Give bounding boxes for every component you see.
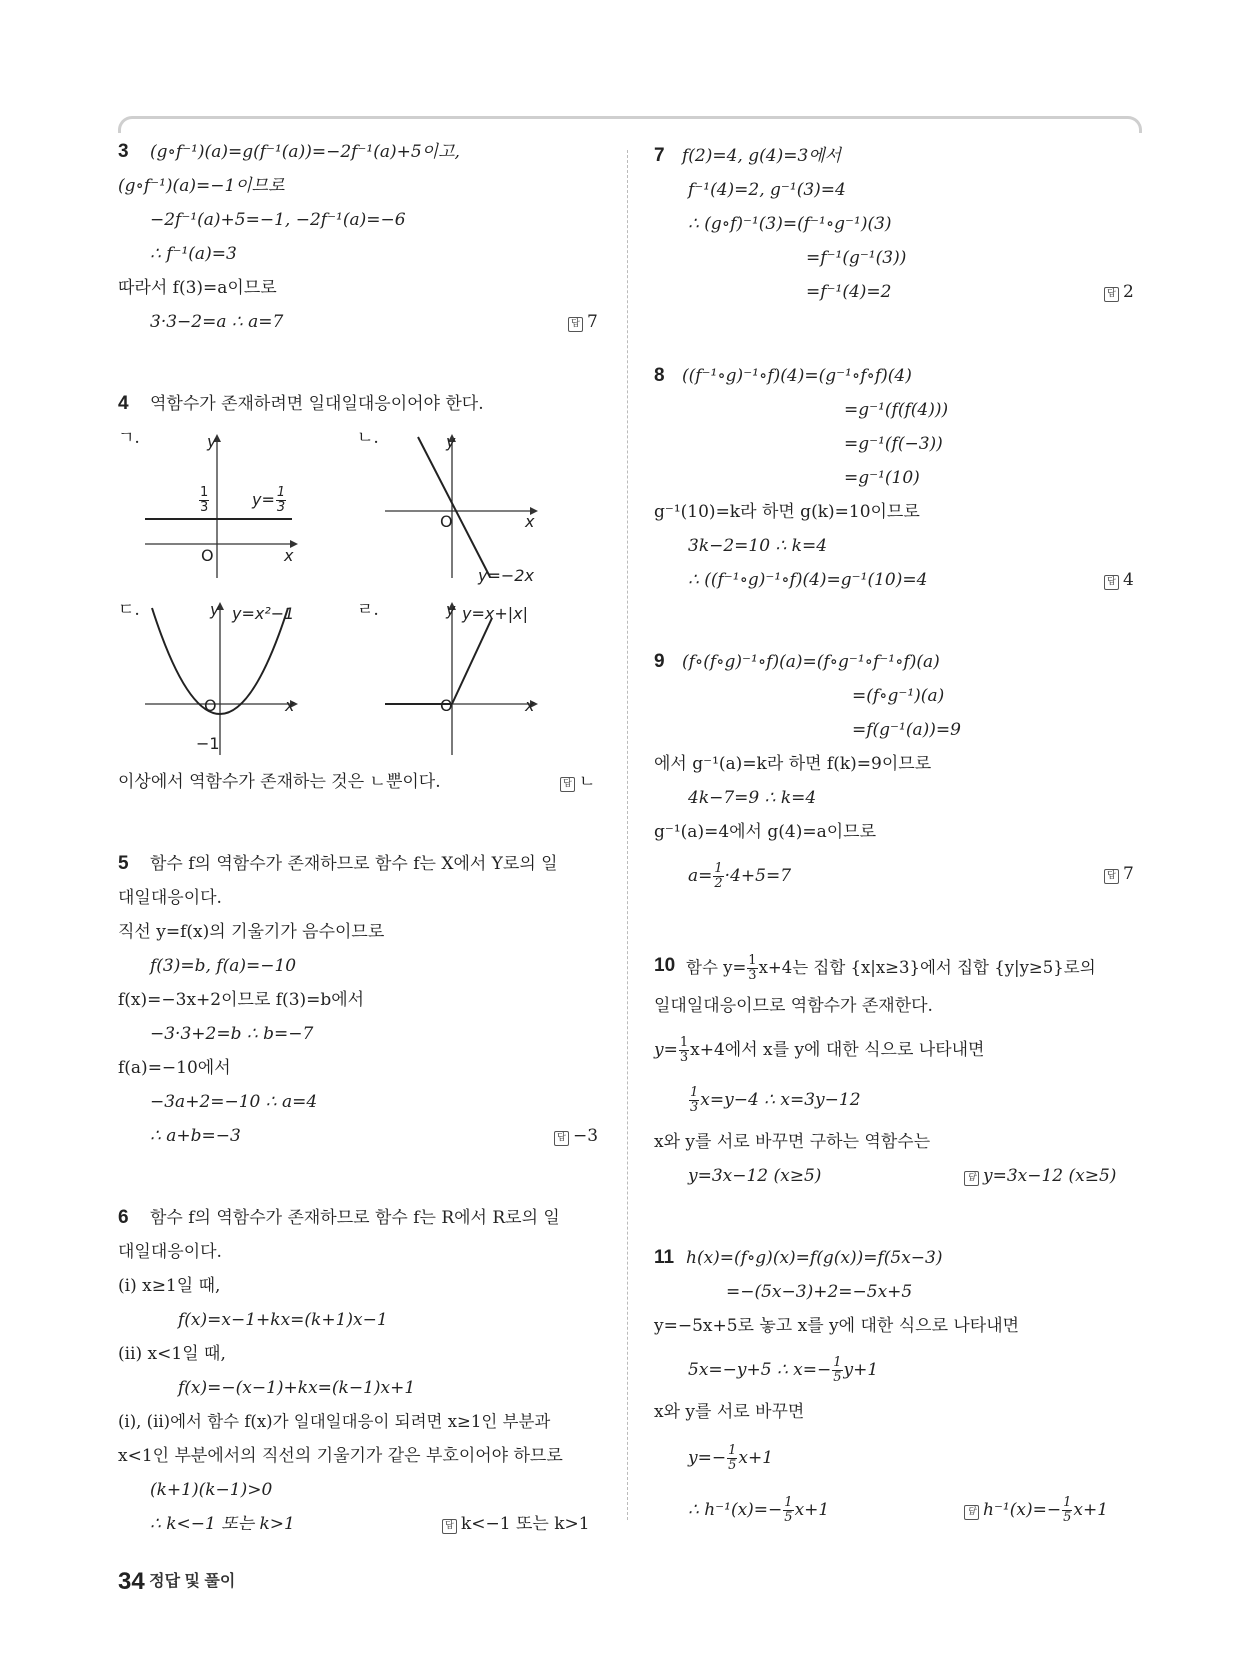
problem-3-line: 3·3−2=a ∴ a=7 xyxy=(150,312,284,332)
problem-8-line: =g⁻¹(f(f(4))) xyxy=(844,400,949,420)
x-axis-label: x xyxy=(525,696,535,715)
answer-icon: 답 xyxy=(1104,869,1119,884)
problem-6-number: 6 xyxy=(118,1207,129,1228)
problem-6-line: 함수 f의 역함수가 존재하므로 함수 f는 R에서 R로의 일 xyxy=(150,1208,560,1228)
problem-11-line: h(x)=(f∘g)(x)=f(g(x))=f(5x−3) xyxy=(686,1248,943,1268)
problem-9-line: 4k−7=9 ∴ k=4 xyxy=(688,788,817,808)
problem-5-line: −3a+2=−10 ∴ a=4 xyxy=(150,1092,318,1112)
answer-icon: 답 xyxy=(560,777,575,792)
graph-tag-b: ㄴ. xyxy=(357,428,379,448)
problem-8-line: =g⁻¹(f(−3)) xyxy=(844,434,943,454)
problem-7-number: 7 xyxy=(654,145,665,166)
problem-4-number: 4 xyxy=(118,393,129,414)
problem-8-answer: 답 4 xyxy=(1104,568,1134,592)
graph-line-y-neg-2x xyxy=(380,432,540,582)
problem-5-line: 대일대응이다. xyxy=(118,888,222,908)
graph-tag-c: ㄷ. xyxy=(118,600,140,620)
origin-label: O xyxy=(440,696,453,715)
problem-9-line: =f(g⁻¹(a))=9 xyxy=(852,720,961,740)
problem-10-line: $\frac{1}{3}$ x=y−4 ∴ x=3y−12 xyxy=(690,1085,861,1115)
problem-10-line: y=3x−12 (x≥5) xyxy=(688,1166,822,1186)
y-axis-label: y xyxy=(446,432,456,451)
problem-8-line: ∴ ((f⁻¹∘g)⁻¹∘f)(4)=g⁻¹(10)=4 xyxy=(688,570,928,590)
problem-4-line: 역함수가 존재하려면 일대일대응이어야 한다. xyxy=(150,394,484,414)
problem-3-line: −2f⁻¹(a)+5=−1, −2f⁻¹(a)=−6 xyxy=(150,210,406,230)
problem-9-answer: 답 7 xyxy=(1104,862,1134,886)
problem-5-line: −3·3+2=b ∴ b=−7 xyxy=(150,1024,314,1044)
graph-tag-d: ㄹ. xyxy=(357,600,379,620)
problem-11-answer: 답 h⁻¹(x)=− $\frac{1}{5}$ x+1 xyxy=(964,1496,1108,1525)
problem-11-line: 5x=−y+5 ∴ x=− $\frac{1}{5}$ y+1 xyxy=(688,1355,879,1385)
problem-11-line: y=− $\frac{1}{5}$ x+1 xyxy=(688,1443,774,1473)
problem-8-line: =g⁻¹(10) xyxy=(844,468,920,488)
page-number: 34 xyxy=(118,1568,145,1595)
graph-x-plus-abs-x xyxy=(380,600,540,760)
problem-7-line: ∴ (g∘f)⁻¹(3)=(f⁻¹∘g⁻¹)(3) xyxy=(688,214,892,234)
problem-10-line: 함수 y= $\frac{1}{3}$ x+4는 집합 {x|x≥3}에서 집합 {y|y≥5}로의 xyxy=(686,953,1096,983)
problem-5-line: 직선 y=f(x)의 기울기가 음수이므로 xyxy=(118,922,385,942)
problem-6-line: (k+1)(k−1)>0 xyxy=(150,1480,273,1500)
problem-10-number: 10 xyxy=(654,955,676,976)
x-axis-label: x xyxy=(284,546,294,565)
problem-11-number: 11 xyxy=(654,1247,675,1268)
graph-3-equation: y=x²−1 xyxy=(232,604,295,623)
problem-6-line: 대일대응이다. xyxy=(118,1242,222,1262)
origin-label: O xyxy=(204,696,217,715)
answer-icon: 답 xyxy=(442,1519,457,1534)
problem-9-line: (f∘(f∘g)⁻¹∘f)(a)=(f∘g⁻¹∘f⁻¹∘f)(a) xyxy=(682,652,940,672)
answer-icon: 답 xyxy=(964,1171,979,1186)
problem-9-line: 에서 g⁻¹(a)=k라 하면 f(k)=9이므로 xyxy=(654,754,932,774)
problem-5-number: 5 xyxy=(118,853,129,874)
one-third-label: $\frac{1}{3}$ xyxy=(200,485,209,515)
origin-label: O xyxy=(201,546,214,565)
graph-1-equation: y= $\frac{1}{3}$ xyxy=(252,485,286,515)
problem-5-line: f(3)=b, f(a)=−10 xyxy=(150,956,297,976)
origin-label: O xyxy=(440,512,453,531)
problem-9-line: g⁻¹(a)=4에서 g(4)=a이므로 xyxy=(654,822,876,842)
y-axis-label: y xyxy=(210,600,220,619)
answer-icon: 답 xyxy=(1104,287,1119,302)
problem-10-answer: 답 y=3x−12 (x≥5) xyxy=(964,1164,1116,1188)
problem-3-line: (g∘f⁻¹)(a)=−1이므로 xyxy=(118,176,285,196)
problem-8-line: g⁻¹(10)=k라 하면 g(k)=10이므로 xyxy=(654,502,920,522)
problem-8-line: 3k−2=10 ∴ k=4 xyxy=(688,536,828,556)
problem-8-number: 8 xyxy=(654,365,665,386)
problem-9-line: a= $\frac{1}{2}$ ·4+5=7 xyxy=(688,861,792,891)
problem-4-answer: 답 ㄴ xyxy=(560,770,595,794)
problem-4-conclusion: 이상에서 역함수가 존재하는 것은 ㄴ뿐이다. xyxy=(118,772,441,792)
problem-10-line: 일대일대응이므로 역함수가 존재한다. xyxy=(654,996,933,1016)
problem-5-line: 함수 f의 역함수가 존재하므로 함수 f는 X에서 Y로의 일 xyxy=(150,854,558,874)
problem-6-line: f(x)=x−1+kx=(k+1)x−1 xyxy=(178,1310,388,1330)
problem-7-line: =f⁻¹(g⁻¹(3)) xyxy=(806,248,907,268)
graph-tag-a: ㄱ. xyxy=(118,428,140,448)
problem-3-line: (g∘f⁻¹)(a)=g(f⁻¹(a))=−2f⁻¹(a)+5이고, xyxy=(150,142,460,162)
problem-7-answer: 답 2 xyxy=(1104,280,1134,304)
problem-11-line: y=−5x+5로 놓고 x를 y에 대한 식으로 나타내면 xyxy=(654,1316,1020,1336)
problem-7-line: =f⁻¹(4)=2 xyxy=(806,282,892,302)
problem-6-line: x<1인 부분에서의 직선의 기울기가 같은 부호이어야 하므로 xyxy=(118,1446,563,1466)
answer-icon: 답 xyxy=(1104,575,1119,590)
answer-icon: 답 xyxy=(554,1131,569,1146)
problem-11-line: =−(5x−3)+2=−5x+5 xyxy=(726,1282,913,1302)
problem-6-line: (ⅰ) x≥1일 때, xyxy=(118,1276,221,1296)
problem-6-line: (ⅱ) x<1일 때, xyxy=(118,1344,226,1364)
problem-9-line: =(f∘g⁻¹)(a) xyxy=(852,686,945,706)
graph-2-equation: y=−2x xyxy=(478,566,534,585)
top-border xyxy=(118,116,1142,133)
problem-7-line: f⁻¹(4)=2, g⁻¹(3)=4 xyxy=(688,180,846,200)
graph-parabola xyxy=(140,600,300,760)
y-axis-label: y xyxy=(446,600,456,619)
problem-3-line: 따라서 f(3)=a이므로 xyxy=(118,278,277,298)
problem-5-line: ∴ a+b=−3 xyxy=(150,1126,241,1146)
problem-8-line: ((f⁻¹∘g)⁻¹∘f)(4)=(g⁻¹∘f∘f)(4) xyxy=(682,366,912,386)
answer-icon: 답 xyxy=(964,1505,979,1520)
problem-6-line: (ⅰ), (ⅱ)에서 함수 f(x)가 일대일대응이 되려면 x≥1인 부분과 xyxy=(118,1412,551,1431)
problem-9-number: 9 xyxy=(654,651,665,672)
page-footer xyxy=(118,1568,235,1596)
problem-6-line: f(x)=−(x−1)+kx=(k−1)x+1 xyxy=(178,1378,416,1398)
y-intercept-label: −1 xyxy=(196,734,220,753)
answer-icon: 답 xyxy=(568,317,583,332)
problem-5-line: f(x)=−3x+2이므로 f(3)=b에서 xyxy=(118,990,365,1010)
problem-10-line: x와 y를 서로 바꾸면 구하는 역함수는 xyxy=(654,1132,931,1152)
problem-5-answer: 답 −3 xyxy=(554,1124,598,1148)
graph-4-equation: y=x+|x| xyxy=(462,604,528,623)
problem-3-answer: 답 7 xyxy=(568,310,598,334)
x-axis-label: x xyxy=(525,512,535,531)
problem-11-line: ∴ h⁻¹(x)=− $\frac{1}{5}$ x+1 xyxy=(688,1495,830,1525)
problem-6-line: ∴ k<−1 또는 k>1 xyxy=(150,1514,295,1534)
problem-11-line: x와 y를 서로 바꾸면 xyxy=(654,1402,805,1422)
problem-6-answer: 답 k<−1 또는 k>1 xyxy=(442,1512,590,1536)
problem-3-number: 3 xyxy=(118,141,129,162)
x-axis-label: x xyxy=(285,696,295,715)
problem-3-line: ∴ f⁻¹(a)=3 xyxy=(150,244,237,264)
column-divider xyxy=(627,150,628,1520)
problem-10-line: y= $\frac{1}{3}$ x+4에서 x를 y에 대한 식으로 나타내면 xyxy=(654,1035,985,1065)
y-axis-label: y xyxy=(207,432,217,451)
problem-5-line: f(a)=−10에서 xyxy=(118,1058,231,1078)
problem-7-line: f(2)=4, g(4)=3에서 xyxy=(682,146,842,166)
footer-label: 정답 및 풀이 xyxy=(149,1573,236,1590)
